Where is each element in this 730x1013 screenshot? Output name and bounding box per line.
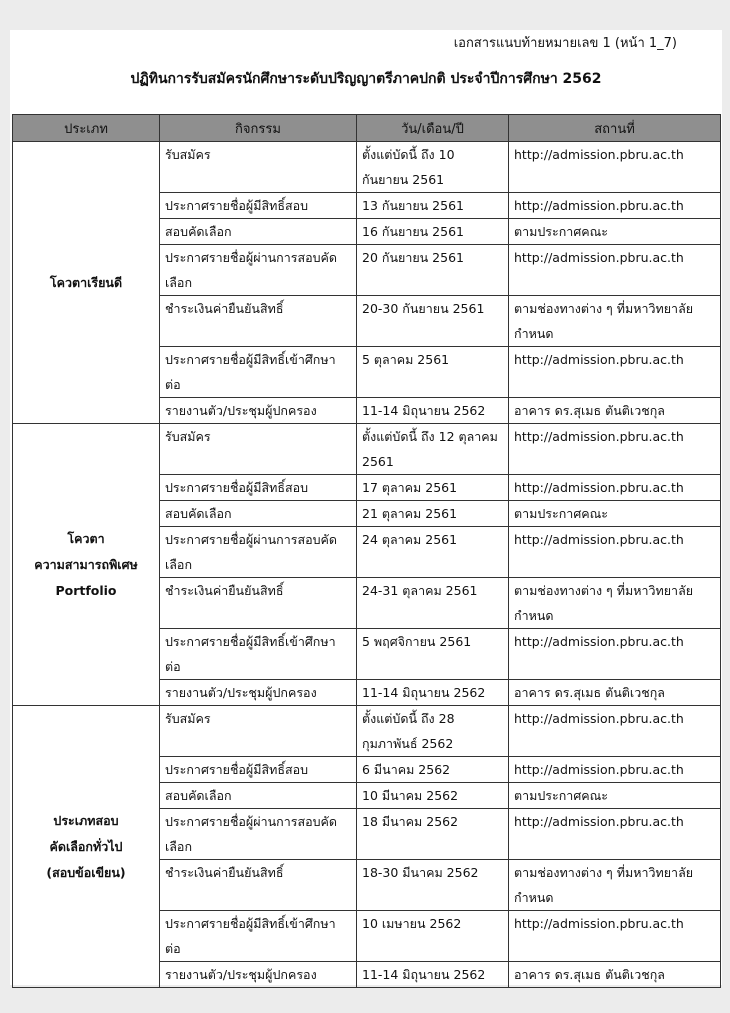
place-cell: อาคาร ดร.สุเมธ ตันติเวชกุล bbox=[509, 398, 721, 424]
date-cell: 11-14 มิถุนายน 2562 bbox=[357, 398, 509, 424]
activity-cell: สอบคัดเลือก bbox=[160, 501, 357, 527]
place-cell: http://admission.pbru.ac.th bbox=[509, 475, 721, 501]
date-cell: 5 ตุลาคม 2561 bbox=[357, 347, 509, 398]
table-header-row bbox=[13, 115, 721, 142]
header-date: วัน/เดือน/ปี bbox=[357, 115, 509, 142]
activity-cell: ประกาศรายชื่อผู้มีสิทธิ์สอบ bbox=[160, 193, 357, 219]
category-cell bbox=[13, 706, 160, 988]
activity-cell: ประกาศรายชื่อผู้มีสิทธิ์เข้าศึกษาต่อ bbox=[160, 911, 357, 962]
date-cell: 20 กันยายน 2561 bbox=[357, 245, 509, 296]
category-label: คัดเลือกทั่วไป bbox=[49, 838, 123, 854]
date-cell: 11-14 มิถุนายน 2562 bbox=[357, 962, 509, 988]
category-label: โควตา bbox=[67, 530, 105, 546]
place-cell: http://admission.pbru.ac.th bbox=[509, 142, 721, 193]
date-cell: 17 ตุลาคม 2561 bbox=[357, 475, 509, 501]
place-cell: ตามช่องทางต่าง ๆ ที่มหาวิทยาลัยกำหนด bbox=[509, 296, 721, 347]
date-cell: 13 กันยายน 2561 bbox=[357, 193, 509, 219]
document-title: ปฏิทินการรับสมัครนักศึกษาระดับปริญญาตรีภาคปกติ ประจำปีการศึกษา 2562 bbox=[130, 71, 602, 87]
place-cell: http://admission.pbru.ac.th bbox=[509, 809, 721, 860]
activity-cell: ประกาศรายชื่อผู้มีสิทธิ์สอบ bbox=[160, 757, 357, 783]
table-row bbox=[13, 706, 721, 757]
activity-cell: ชำระเงินค่ายืนยันสิทธิ์ bbox=[160, 578, 357, 629]
place-cell: อาคาร ดร.สุเมธ ตันติเวชกุล bbox=[509, 680, 721, 706]
date-cell: 18-30 มีนาคม 2562 bbox=[357, 860, 509, 911]
date-cell: 11-14 มิถุนายน 2562 bbox=[357, 680, 509, 706]
activity-cell: รับสมัคร bbox=[160, 706, 357, 757]
date-cell: 18 มีนาคม 2562 bbox=[357, 809, 509, 860]
date-cell: ตั้งแต่บัดนี้ ถึง 28 กุมภาพันธ์ 2562 bbox=[357, 706, 509, 757]
category-label: (สอบข้อเขียน) bbox=[46, 864, 126, 880]
date-cell: 16 กันยายน 2561 bbox=[357, 219, 509, 245]
admission-calendar-table bbox=[12, 114, 721, 988]
activity-cell: ชำระเงินค่ายืนยันสิทธิ์ bbox=[160, 860, 357, 911]
activity-cell: รายงานตัว/ประชุมผู้ปกครอง bbox=[160, 962, 357, 988]
activity-cell: ประกาศรายชื่อผู้ผ่านการสอบคัดเลือก bbox=[160, 527, 357, 578]
activity-cell: ประกาศรายชื่อผู้มีสิทธิ์สอบ bbox=[160, 475, 357, 501]
place-cell: http://admission.pbru.ac.th bbox=[509, 757, 721, 783]
date-cell: ตั้งแต่บัดนี้ ถึง 12 ตุลาคม 2561 bbox=[357, 424, 509, 475]
activity-cell: ประกาศรายชื่อผู้ผ่านการสอบคัดเลือก bbox=[160, 809, 357, 860]
date-cell: 24 ตุลาคม 2561 bbox=[357, 527, 509, 578]
date-cell: 24-31 ตุลาคม 2561 bbox=[357, 578, 509, 629]
activity-cell: รายงานตัว/ประชุมผู้ปกครอง bbox=[160, 398, 357, 424]
activity-cell: รับสมัคร bbox=[160, 424, 357, 475]
activity-cell: ประกาศรายชื่อผู้มีสิทธิ์เข้าศึกษาต่อ bbox=[160, 347, 357, 398]
header-category: ประเภท bbox=[13, 115, 160, 142]
activity-cell: รายงานตัว/ประชุมผู้ปกครอง bbox=[160, 680, 357, 706]
category-cell bbox=[13, 142, 160, 424]
date-cell: 21 ตุลาคม 2561 bbox=[357, 501, 509, 527]
date-cell: ตั้งแต่บัดนี้ ถึง 10 กันยายน 2561 bbox=[357, 142, 509, 193]
category-cell bbox=[13, 424, 160, 706]
activity-cell: ชำระเงินค่ายืนยันสิทธิ์ bbox=[160, 296, 357, 347]
place-cell: ตามประกาศคณะ bbox=[509, 219, 721, 245]
category-label: Portfolio bbox=[55, 582, 117, 598]
place-cell: http://admission.pbru.ac.th bbox=[509, 527, 721, 578]
category-label: ประเภทสอบ bbox=[53, 812, 119, 828]
place-cell: ตามช่องทางต่าง ๆ ที่มหาวิทยาลัยกำหนด bbox=[509, 860, 721, 911]
place-cell: อาคาร ดร.สุเมธ ตันติเวชกุล bbox=[509, 962, 721, 988]
activity-cell: สอบคัดเลือก bbox=[160, 219, 357, 245]
place-cell: http://admission.pbru.ac.th bbox=[509, 245, 721, 296]
place-cell: ตามประกาศคณะ bbox=[509, 783, 721, 809]
place-cell: http://admission.pbru.ac.th bbox=[509, 193, 721, 219]
date-cell: 10 มีนาคม 2562 bbox=[357, 783, 509, 809]
place-cell: http://admission.pbru.ac.th bbox=[509, 347, 721, 398]
place-cell: http://admission.pbru.ac.th bbox=[509, 706, 721, 757]
date-cell: 5 พฤศจิกายน 2561 bbox=[357, 629, 509, 680]
category-label: โควตาเรียนดี bbox=[49, 274, 123, 290]
activity-cell: รับสมัคร bbox=[160, 142, 357, 193]
date-cell: 6 มีนาคม 2562 bbox=[357, 757, 509, 783]
category-label: ความสามารถพิเศษ bbox=[34, 556, 138, 572]
activity-cell: ประกาศรายชื่อผู้ผ่านการสอบคัดเลือก bbox=[160, 245, 357, 296]
header-place: สถานที่ bbox=[509, 115, 721, 142]
place-cell: http://admission.pbru.ac.th bbox=[509, 424, 721, 475]
place-cell: http://admission.pbru.ac.th bbox=[509, 629, 721, 680]
activity-cell: ประกาศรายชื่อผู้มีสิทธิ์เข้าศึกษาต่อ bbox=[160, 629, 357, 680]
place-cell: ตามประกาศคณะ bbox=[509, 501, 721, 527]
activity-cell: สอบคัดเลือก bbox=[160, 783, 357, 809]
document-reference: เอกสารแนบท้ายหมายเลข 1 (หน้า 1_7) bbox=[453, 36, 677, 51]
table-body bbox=[13, 142, 721, 988]
place-cell: ตามช่องทางต่าง ๆ ที่มหาวิทยาลัยกำหนด bbox=[509, 578, 721, 629]
document-page bbox=[10, 30, 722, 985]
table-row bbox=[13, 142, 721, 193]
table-row bbox=[13, 424, 721, 475]
header-activity: กิจกรรม bbox=[160, 115, 357, 142]
date-cell: 10 เมษายน 2562 bbox=[357, 911, 509, 962]
place-cell: http://admission.pbru.ac.th bbox=[509, 911, 721, 962]
date-cell: 20-30 กันยายน 2561 bbox=[357, 296, 509, 347]
